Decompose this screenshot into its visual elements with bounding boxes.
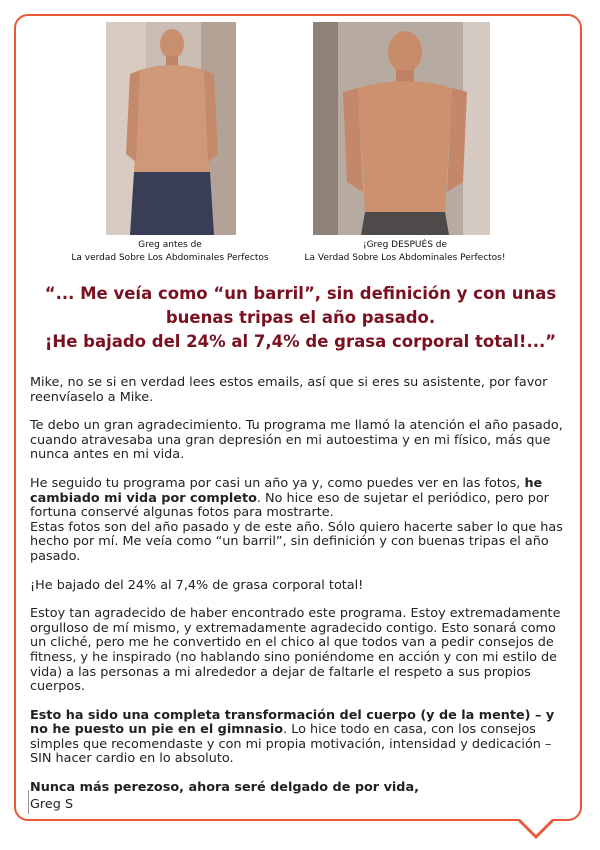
before-photo [106, 22, 236, 235]
paragraph-3-text-end: . No hice eso de sujetar el periódico, pero por fortuna conservé algunas fotos para mostrarte. [30, 490, 549, 521]
paragraph-3-continued: Estas fotos son del año pasado y de este año. Sólo quiero hacerte saber lo que has hecho por mí. Me veía como “un barril”, sin definición y con buenas tripas el año pasado. [30, 519, 563, 564]
signature-divider [28, 790, 29, 814]
paragraph-3 [30, 477, 575, 521]
before-caption-line-2: La verdad Sobre Los Abdominales Perfectos [71, 253, 269, 263]
headline-line-1: “... Me veía como “un barril”, sin definición y con unas [44, 284, 557, 303]
paragraph-6-bold: Esto ha sido una completa transformación del cuerpo (y de la mente) – y no he puesto un pie en el gimnasio [30, 707, 555, 738]
after-caption-line-1: ¡Greg DESPUÉS de [362, 240, 448, 250]
headline-line-2: buenas tripas el año pasado. [165, 308, 436, 327]
testimonial-letter [30, 376, 575, 810]
before-caption [50, 239, 290, 265]
paragraph-6-text: . Lo hice todo en casa, con los consejos simples que recomendaste y con mi propia motivación, intensidad y dedicación – SIN hacer cardio en lo absoluto. [30, 722, 552, 767]
after-photo [313, 22, 490, 235]
signature: Greg S [30, 797, 74, 812]
paragraph-1: Mike, no se si en verdad lees estos emails, así que si eres su asistente, por favor reenvíaselo a Mike. [30, 375, 548, 405]
after-caption [280, 239, 530, 265]
paragraph-4: ¡He bajado del 24% al 7,4% de grasa corporal total! [30, 577, 364, 593]
paragraph-2: Te debo un gran agradecimiento. Tu programa me llamó la atención el año pasado, cuando atravesaba una gran depresión en mi autoestima y en mi físico, más que nunca antes en mi vida. [30, 418, 563, 463]
after-caption-line-2: La Verdad Sobre Los Abdominales Perfectos! [304, 253, 506, 263]
paragraph-6 [30, 709, 575, 767]
closing-line: Nunca más perezoso, ahora seré delgado de por vida, [30, 780, 419, 796]
paragraph-3-text: He seguido tu programa por casi un año ya y, como puedes ver en las fotos, [30, 475, 525, 491]
paragraph-7 [30, 781, 575, 796]
paragraph-3-bold: he cambiado mi vida por completo [30, 475, 543, 506]
headline-quote [28, 282, 573, 354]
headline-line-3: ¡He bajado del 24% al 7,4% de grasa corporal total!...” [44, 332, 557, 351]
before-caption-line-1: Greg antes de [138, 240, 202, 250]
paragraph-5: Estoy tan agradecido de haber encontrado este programa. Estoy extremadamente orgulloso de mí mismo, y extremadamente agradecido contigo. Esto sonará como un cliché, pero me he convertido en el chico al que todos van a pedir consejos de fitness, y he inspirado (no hablando sino poniéndome en acción y con mi estilo de vida) a las personas a mi alrededor a dejar de faltarle el respeto a sus propios cuerpos. [30, 606, 561, 695]
